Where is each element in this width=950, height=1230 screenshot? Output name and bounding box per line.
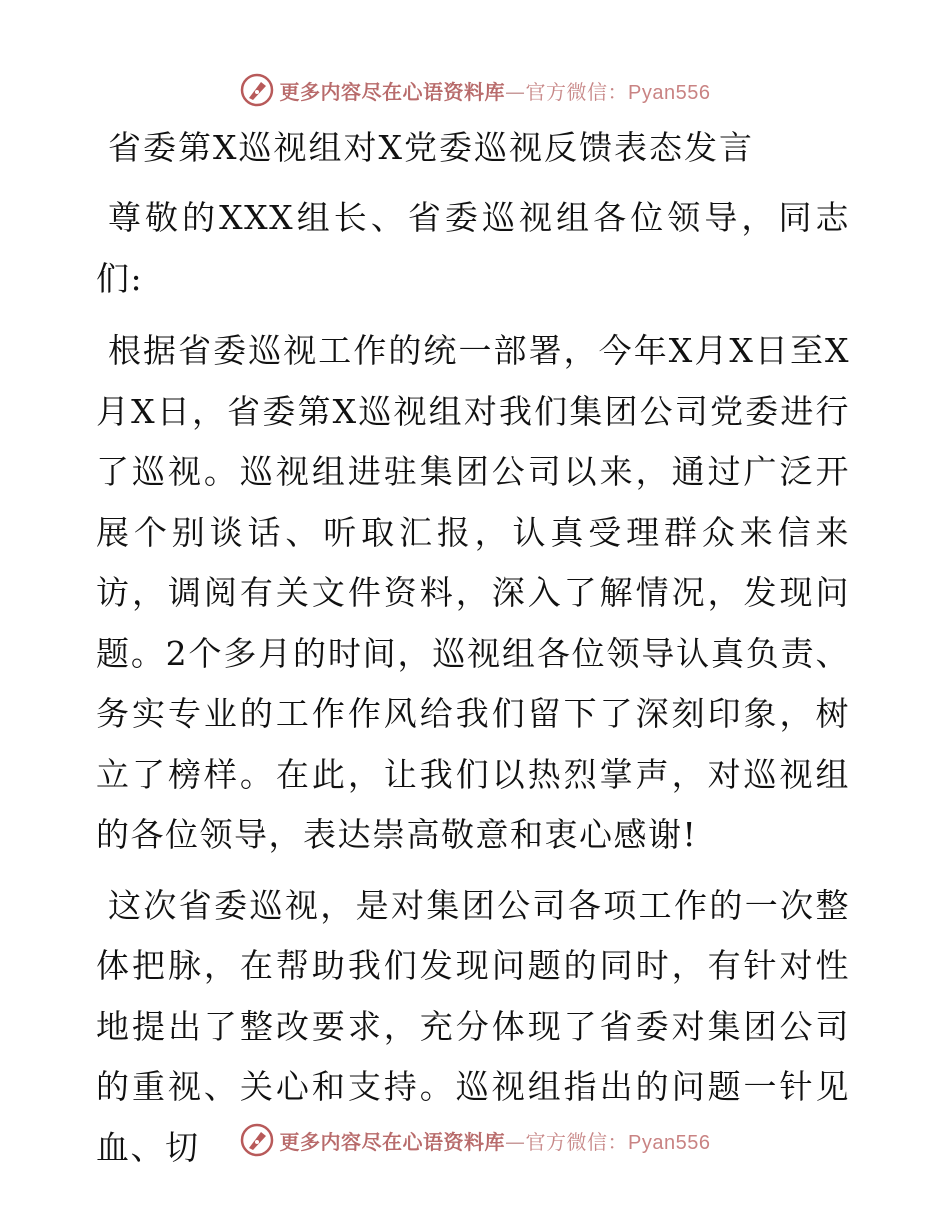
watermark-text [280, 1126, 711, 1155]
paragraph-2: 这次省委巡视，是对集团公司各项工作的一次整体把脉，在帮助我们发现问题的同时，有针对性地提出了整改要求，充分体现了省委对集团公司的重视、关心和支持。巡视组指出的问题一针见血、切 [96, 885, 850, 1167]
watermark-wechat-id: Pyan556 [628, 81, 711, 104]
pen-nib-logo-icon [240, 1123, 274, 1157]
document-body [96, 118, 850, 1178]
watermark-brand: 更多内容尽在心语资料库 [279, 1129, 506, 1154]
pen-nib-logo-icon [240, 73, 274, 107]
watermark-wechat-label: 官方微信： [525, 1129, 629, 1154]
watermark-brand: 更多内容尽在心语资料库 [279, 79, 506, 104]
watermark-text [280, 76, 711, 105]
header-watermark [0, 70, 950, 110]
watermark-wechat-label: 官方微信： [525, 79, 629, 104]
watermark-dash: — [505, 1129, 526, 1154]
paragraph-1: 根据省委巡视工作的统一部署，今年X月X日至X月X日，省委第X巡视组对我们集团公司党委进行了巡视。巡视组进驻集团公司以来，通过广泛开展个别谈话、听取汇报，认真受理群众来信来访，调阅有关文件资料，深入了解情况，发现问题。2个多月的时间，巡视组各位领导认真负责、务实专业的工作作风给我们留下了深刻印象，树立了榜样。在此，让我们以热烈掌声，对巡视组的各位领导，表达崇高敬意和衷心感谢! [96, 331, 850, 854]
salutation: 尊敬的XXX组长、省委巡视组各位领导，同志们: [96, 198, 850, 298]
footer-watermark [0, 1120, 950, 1160]
watermark-dash: — [505, 79, 526, 104]
document-title: 省委第X巡视组对X党委巡视反馈表态发言 [108, 128, 754, 167]
watermark-wechat-id: Pyan556 [628, 1131, 711, 1154]
